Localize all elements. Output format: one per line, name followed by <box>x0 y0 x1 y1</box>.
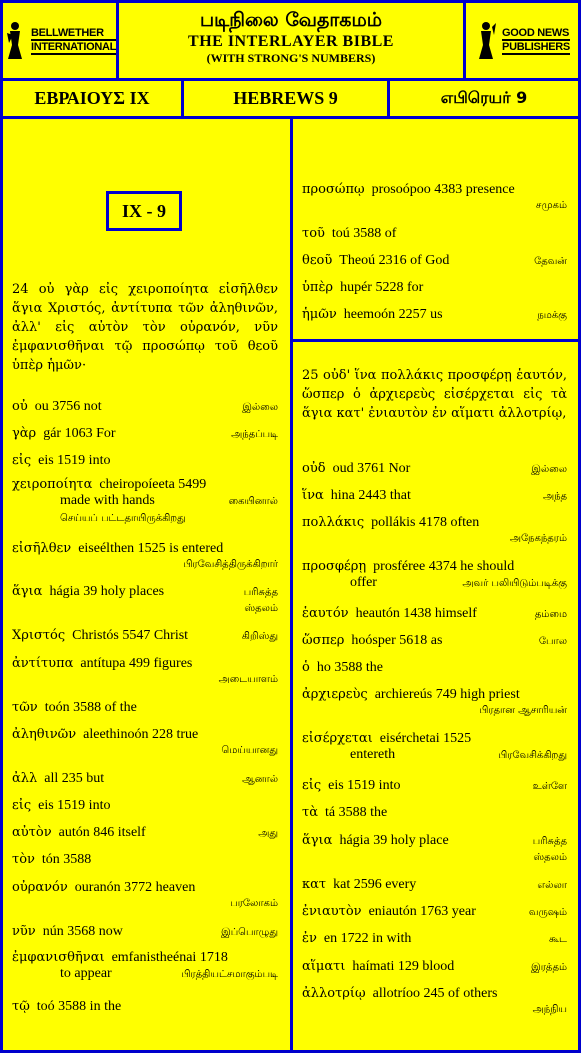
greek-word: τοῦ <box>302 226 325 241</box>
tamil-gloss: பரிசுத்த <box>243 587 278 598</box>
transliteration: prosféree 4374 he should <box>373 559 515 574</box>
lexicon-entry <box>12 477 278 527</box>
tamil-gloss: தேவன் <box>534 256 567 267</box>
greek-word: ἐνιαυτὸν <box>302 904 362 919</box>
lexicon-entry <box>302 182 567 214</box>
tamil-gloss: இப்பொழுது <box>221 927 278 938</box>
tamil-gloss-line2: அவர் பலியிடும்படிக்கு <box>462 578 567 589</box>
greek-word: γὰρ <box>12 426 37 441</box>
lexicon-entry <box>12 825 278 842</box>
gloss-continued: to appear <box>60 966 112 981</box>
logo-line-1: GOOD NEWS <box>502 26 570 39</box>
transliteration: Theoú 2316 of God <box>339 253 450 268</box>
lexicon-entry <box>302 253 567 270</box>
tamil-gloss: வருஷம் <box>528 907 567 918</box>
greek-word: ἅγια <box>12 584 43 599</box>
lexicon-entry <box>302 687 567 719</box>
transliteration: eisérchetai 1525 <box>379 731 472 746</box>
greek-word: οὐ <box>12 399 28 414</box>
transliteration: prosoópoo 4383 presence <box>371 182 515 197</box>
tamil-gloss-line2: பரலோகம் <box>230 898 278 909</box>
greek-word: πολλάκις <box>302 515 365 530</box>
tamil-gloss: கிறிஸ்து <box>241 631 278 642</box>
greek-word: ἡμῶν <box>302 307 337 322</box>
tamil-gloss: பரிசுத்த <box>532 836 567 847</box>
lexicon-entry <box>302 307 567 324</box>
transliteration: emfanistheénai 1718 <box>111 950 228 965</box>
transliteration: antítupa 499 figures <box>80 656 193 671</box>
transliteration: eis 1519 into <box>38 798 111 813</box>
tamil-gloss: இரத்தம் <box>531 962 567 973</box>
goodnews-logo <box>463 0 581 81</box>
tamil-gloss: உள்ளே <box>532 781 567 792</box>
tamil-gloss: அந்தப்படி <box>231 429 278 440</box>
lexicon-entry <box>12 426 278 443</box>
greek-word: εἰσῆλθεν <box>12 541 72 556</box>
greek-word: τὸν <box>12 852 35 867</box>
tamil-gloss: எல்லா <box>537 880 567 891</box>
transliteration: eis 1519 into <box>328 778 401 793</box>
transliteration: oud 3761 Nor <box>332 461 411 476</box>
lexicon-entry <box>302 959 567 976</box>
greek-word: ἵνα <box>302 488 324 503</box>
lexicon-entry <box>12 727 278 759</box>
chapter-marker: IX - 9 <box>106 191 182 231</box>
lexicon-entry <box>12 798 278 814</box>
greek-word: τῷ <box>12 999 30 1014</box>
greek-word: ἀλλοτρίῳ <box>302 986 366 1001</box>
lexicon-entry <box>12 700 278 716</box>
greek-word: ὁ <box>302 660 310 675</box>
tamil-gloss-line3: செய்யப் பட்டதாயிருக்கிறது <box>60 513 186 524</box>
transliteration: heemoón 2257 us <box>343 307 443 322</box>
book-tamil: எபிரெயர் 9 <box>387 78 581 119</box>
greek-word: ἀληθινῶν <box>12 727 77 742</box>
greek-word: ὥσπερ <box>302 633 345 648</box>
greek-word: τῶν <box>12 700 38 715</box>
logo-line-1: BELLWETHER <box>31 27 116 41</box>
transliteration: tón 3588 <box>41 852 92 867</box>
greek-word: ἀντίτυπα <box>12 656 74 671</box>
lexicon-entry <box>302 660 567 676</box>
greek-word: εἰς <box>12 798 32 813</box>
transliteration: pollákis 4178 often <box>371 515 480 530</box>
transliteration: eis 1519 into <box>38 453 111 468</box>
lexicon-entry <box>12 771 278 788</box>
tamil-gloss: போல <box>538 636 567 647</box>
title-subtitle: (WITH STRONG'S NUMBERS) <box>206 51 376 65</box>
transliteration: all 235 but <box>44 771 105 786</box>
transliteration: hágia 39 holy place <box>339 833 449 848</box>
greek-word: προσώπῳ <box>302 182 365 197</box>
tamil-gloss: தம்மை <box>534 609 567 620</box>
transliteration: allotríoo 245 of others <box>372 986 498 1001</box>
figure-icon <box>474 21 498 61</box>
transliteration: hágia 39 holy places <box>49 584 165 599</box>
greek-word: εἰς <box>12 453 32 468</box>
greek-word: ἀλλ <box>12 771 38 786</box>
transliteration: heautón 1438 himself <box>355 606 477 621</box>
greek-word: ἐμφανισθῆναι <box>12 950 105 965</box>
lexicon-entry <box>12 880 278 912</box>
lexicon-entry <box>12 950 278 983</box>
greek-word: εἰς <box>302 778 322 793</box>
lexicon-entry <box>302 280 567 296</box>
tamil-gloss: இல்லை <box>242 402 278 413</box>
tamil-gloss-line2: பிரதான ஆசாரியன் <box>479 705 567 716</box>
transliteration: toón 3588 of the <box>44 700 137 715</box>
transliteration: Christós 5547 Christ <box>72 628 189 643</box>
lexicon-entry <box>12 924 278 941</box>
lexicon-entry <box>302 986 567 1018</box>
logo-line-2: INTERNATIONAL <box>30 40 117 53</box>
gloss-continued: made with hands <box>60 493 155 508</box>
greek-word: αἵματι <box>302 959 346 974</box>
greek-word: οὐδ <box>302 461 326 476</box>
title-tamil: படிநிலை வேதாகமம் <box>199 9 383 31</box>
transliteration: eiseélthen 1525 is entered <box>78 541 224 556</box>
lexicon-entry <box>12 399 278 416</box>
lexicon-entry <box>302 606 567 623</box>
bellwether-logo <box>0 0 119 81</box>
greek-word: κατ <box>302 877 327 892</box>
lexicon-entry <box>12 852 278 868</box>
lexicon-entry <box>302 805 567 821</box>
verse-25-greek: 25 οὐδ' ἵνα πολλάκις προσφέρῃ ἑαυτόν, ὥσπερ ὁ ἀρχιερεὺς εἰσέρχεται εἰς τὰ ἅγια κατ' ἐνιαυτὸν ἐν αἵματι ἀλλοτρίῳ, <box>302 368 567 421</box>
greek-word: ἑαυτόν <box>302 606 349 621</box>
transliteration: ouranón 3772 heaven <box>74 880 196 895</box>
transliteration: tá 3588 the <box>324 805 388 820</box>
transliteration: gár 1063 For <box>43 426 116 441</box>
transliteration: eniautón 1763 year <box>368 904 476 919</box>
tamil-gloss-line2: பிரவேசித்திருக்கிறார் <box>183 559 278 570</box>
tamil-gloss-line2: சமுகம் <box>535 200 567 211</box>
lexicon-entry <box>302 461 567 478</box>
transliteration: ho 3588 the <box>316 660 383 675</box>
figure-icon <box>3 21 27 61</box>
transliteration: archiereús 749 high priest <box>374 687 520 702</box>
lexicon-entry <box>12 453 278 469</box>
greek-word: αὐτὸν <box>12 825 52 840</box>
lexicon-entry <box>302 778 567 795</box>
gloss-continued: offer <box>350 575 377 590</box>
lexicon-entry <box>302 877 567 894</box>
lexicon-entry <box>302 931 567 948</box>
lexicon-entry <box>12 999 278 1015</box>
greek-word: τὰ <box>302 805 318 820</box>
lexicon-entry <box>302 559 567 592</box>
transliteration: hina 2443 that <box>330 488 411 503</box>
transliteration: en 1722 in with <box>323 931 412 946</box>
logo-line-2: PUBLISHERS <box>502 40 570 53</box>
tamil-gloss: இல்லை <box>531 464 567 475</box>
lexicon-entry <box>12 541 278 573</box>
book-greek: ΕΒΡΑΙΟΥΣ IX <box>0 78 184 119</box>
lexicon-entry <box>302 904 567 921</box>
tamil-gloss-line2: ஸ்தலம் <box>533 852 567 863</box>
lexicon-entry <box>302 731 567 764</box>
tamil-gloss-line2: மெய்யானது <box>221 745 278 756</box>
transliteration: nún 3568 now <box>42 924 123 939</box>
lexicon-entry <box>12 656 278 688</box>
title-block <box>116 0 466 81</box>
transliteration: kat 2596 every <box>333 877 417 892</box>
lexicon-entry <box>302 833 567 866</box>
tamil-gloss: அது <box>258 828 278 839</box>
tamil-gloss-line2: கையினால் <box>228 496 278 507</box>
book-english: HEBREWS 9 <box>181 78 390 119</box>
tamil-gloss: ஆனால் <box>242 774 278 785</box>
tamil-gloss-line2: அடையாளம் <box>218 674 278 685</box>
lexicon-entry <box>302 515 567 547</box>
greek-word: ὑπὲρ <box>302 280 334 295</box>
greek-word: εἰσέρχεται <box>302 731 373 746</box>
gloss-continued: entereth <box>350 747 396 762</box>
tamil-gloss: கூட <box>549 934 567 945</box>
title-english: THE INTERLAYER BIBLE <box>188 33 394 50</box>
greek-word: οὐρανόν <box>12 880 68 895</box>
transliteration: toó 3588 in the <box>36 999 122 1014</box>
transliteration: cheiropoíeeta 5499 <box>99 477 207 492</box>
transliteration: haímati 129 blood <box>352 959 455 974</box>
greek-word: νῦν <box>12 924 36 939</box>
greek-word: χειροποίητα <box>12 477 93 492</box>
transliteration: hupér 5228 for <box>340 280 424 295</box>
verse-24-greek: 24 οὐ γὰρ εἰς χειροποίητα εἰσῆλθεν ἅγια Χριστός, ἀντίτυπα τῶν ἀληθινῶν, ἀλλ' εἰς αὐτὸν τὸν οὐρανόν, νῦν ἐμφανισθῆναι τῷ προσώπῳ τοῦ θεοῦ ὑπὲρ ἡμῶν· <box>12 282 278 373</box>
lexicon-entry <box>302 488 567 505</box>
tamil-gloss-line2: பிரவேசிக்கிறது <box>498 750 567 761</box>
tamil-gloss: நமக்கு <box>537 310 567 321</box>
greek-word: Χριστός <box>12 628 66 643</box>
transliteration: autón 846 itself <box>58 825 146 840</box>
lexicon-entry <box>12 628 278 645</box>
tamil-gloss-line2: அந்நிய <box>532 1004 567 1015</box>
tamil-gloss-line2: ஸ்தலம் <box>244 603 278 614</box>
transliteration: hoósper 5618 as <box>351 633 443 648</box>
greek-word: ἅγια <box>302 833 333 848</box>
greek-word: θεοῦ <box>302 253 333 268</box>
lexicon-entry <box>302 226 567 242</box>
transliteration: aleethinoón 228 true <box>83 727 199 742</box>
lexicon-entry <box>12 584 278 617</box>
transliteration: toú 3588 of <box>331 226 397 241</box>
tamil-gloss-line2: அநேகந்தரம் <box>509 533 567 544</box>
greek-word: ἐν <box>302 931 317 946</box>
greek-word: ἀρχιερεὺς <box>302 687 368 702</box>
lexicon-entry <box>302 633 567 650</box>
greek-word: προσφέρῃ <box>302 559 367 574</box>
tamil-gloss-line2: பிரத்தியட்சமாகும்படி <box>181 969 278 980</box>
transliteration: ou 3756 not <box>34 399 102 414</box>
tamil-gloss: அந்த <box>542 491 567 502</box>
